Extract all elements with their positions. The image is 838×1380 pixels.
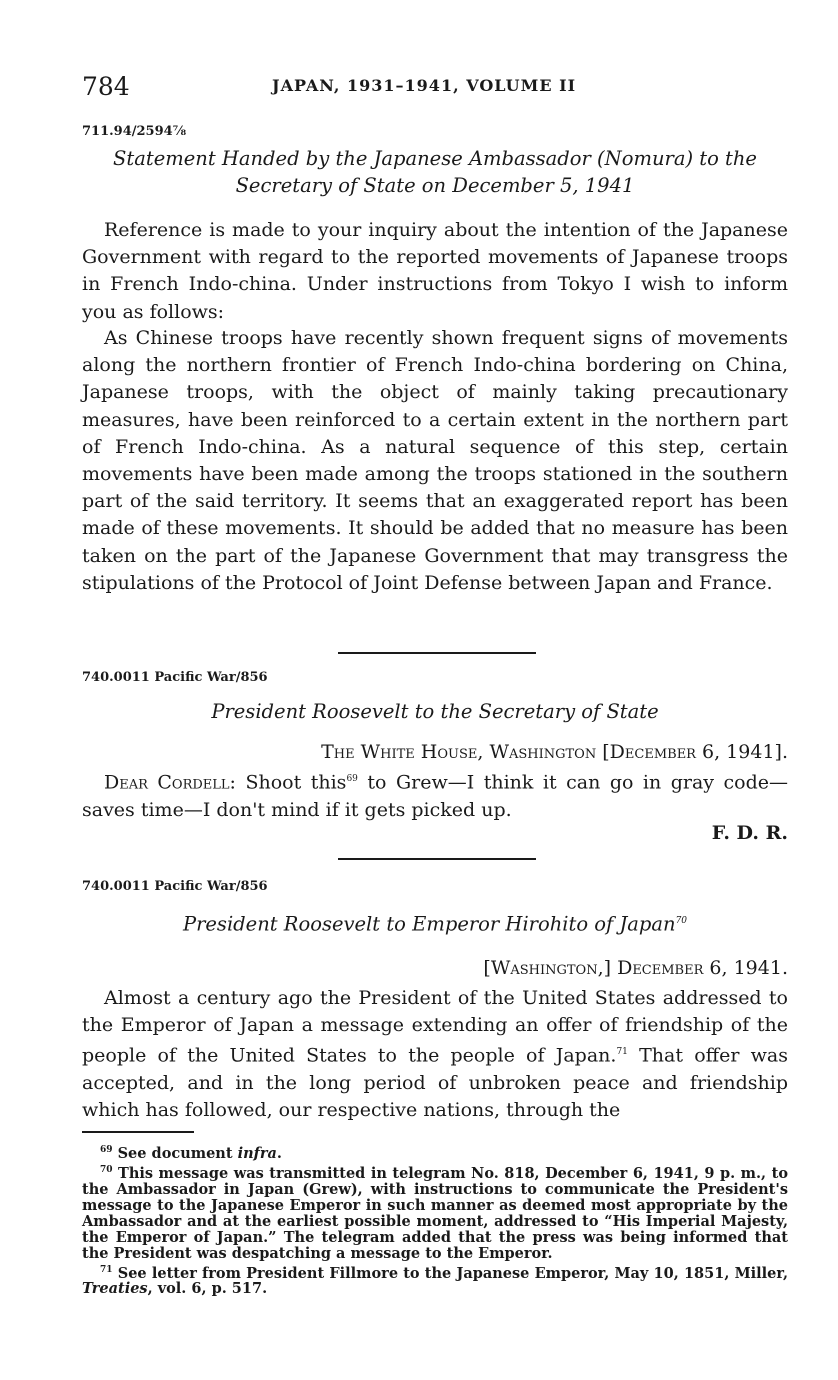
footnote: [82, 1262, 788, 1298]
footnote-number: 71: [100, 1264, 113, 1275]
page-header: [82, 72, 788, 106]
paragraph-text: Almost a century ago the President of the United States addressed to the Emperor of Japan a message extending an offer of friendship of the people of the United States to the people of Japan.: [82, 987, 788, 1067]
signature: F. D. R.: [711, 822, 788, 844]
page-number: 784: [82, 72, 130, 101]
footnote-divider: [82, 1131, 194, 1133]
running-title: JAPAN, 1931–1941, VOLUME II: [272, 76, 577, 95]
file-number: 711.94/2594⅞: [82, 124, 187, 139]
file-number: 740.0011 Pacific War/856: [82, 670, 268, 685]
document-title: [82, 145, 788, 199]
footnote-text: See document: [112, 1144, 238, 1162]
footnote: [82, 1162, 788, 1262]
document-title: President Roosevelt to the Secretary of State: [211, 700, 659, 723]
paragraph: As Chinese troops have recently shown frequent signs of movements along the northern frontier of French Indo-china bordering on China, Japanese troops, with the object of mainly taking precautionary measures, have been reinforced to a certain extent in the northern part of French Indo-china. As a natural sequence of this step, certain movements have been made among the troops stationed in the southern part of the said territory. It seems that an exaggerated report has been made of these movements. It should be added that no measure has been taken on the part of the Japanese Government that may transgress the stipulations of the Protocol of Joint Defense between Japan and France.: [82, 327, 788, 594]
letter-text: Shoot this: [235, 771, 347, 794]
document-title: [82, 908, 788, 938]
paragraph-text: That offer was accepted, and in the long period of unbroken peace and friendship which has followed, our respective nations, through the: [82, 1044, 788, 1122]
footnote-text: , vol. 6, p. 517.: [147, 1280, 268, 1298]
footnote-italic: Treaties: [82, 1280, 148, 1298]
dateline: [Washington,] December 6, 1941.: [483, 957, 788, 979]
title-line: Statement Handed by the Japanese Ambassador (Nomura) to the: [113, 147, 757, 170]
salutation: Dear Cordell:: [104, 771, 236, 794]
paragraph: Reference is made to your inquiry about the intention of the Japanese Government with regard to the reported movements of Japanese troops in French Indo-china. Under instructions from Tokyo I wish to inform you as follows:: [82, 219, 788, 323]
paragraph: [82, 766, 788, 824]
footnote-ref: 69: [346, 774, 358, 784]
footnote-ref: 71: [616, 1047, 628, 1058]
letter-text: to Grew—I think it can go in gray code—saves time—I don't mind if it gets picked up.: [82, 771, 789, 821]
title-line: Secretary of State on December 5, 1941: [235, 174, 635, 197]
dateline: The White House, Washington [December 6, 1941].: [321, 741, 788, 763]
footnote-text: See letter from President Fillmore to the Japanese Emperor, May 10, 1851, Miller,: [112, 1264, 788, 1282]
paragraph: [82, 985, 788, 1124]
footnote: [82, 1142, 788, 1162]
section-divider: [338, 652, 536, 654]
footnote-italic: infra: [237, 1144, 277, 1162]
footnote-number: 69: [100, 1145, 113, 1155]
footnote-ref: 70: [675, 916, 688, 926]
file-number: 740.0011 Pacific War/856: [82, 879, 268, 894]
footnote-text: This message was transmitted in telegram No. 818, December 6, 1941, 9 p. m., to the Ambassador in Japan (Grew), with instructions to communicate the President's message to the Japanese Emperor in such manner as deemed most appropriate by the Ambassador and at the earliest possible moment, addressed to “His Imperial Majesty, the Emperor of Japan.” The telegram added that the press was being informed that the President was despatching a message to the Emperor.: [82, 1164, 788, 1262]
section-divider: [338, 858, 536, 860]
footnotes: [82, 1142, 788, 1297]
footnote-text: .: [276, 1144, 282, 1162]
footnote-number: 70: [100, 1164, 113, 1175]
title-text: President Roosevelt to Emperor Hirohito of Japan: [182, 912, 676, 936]
